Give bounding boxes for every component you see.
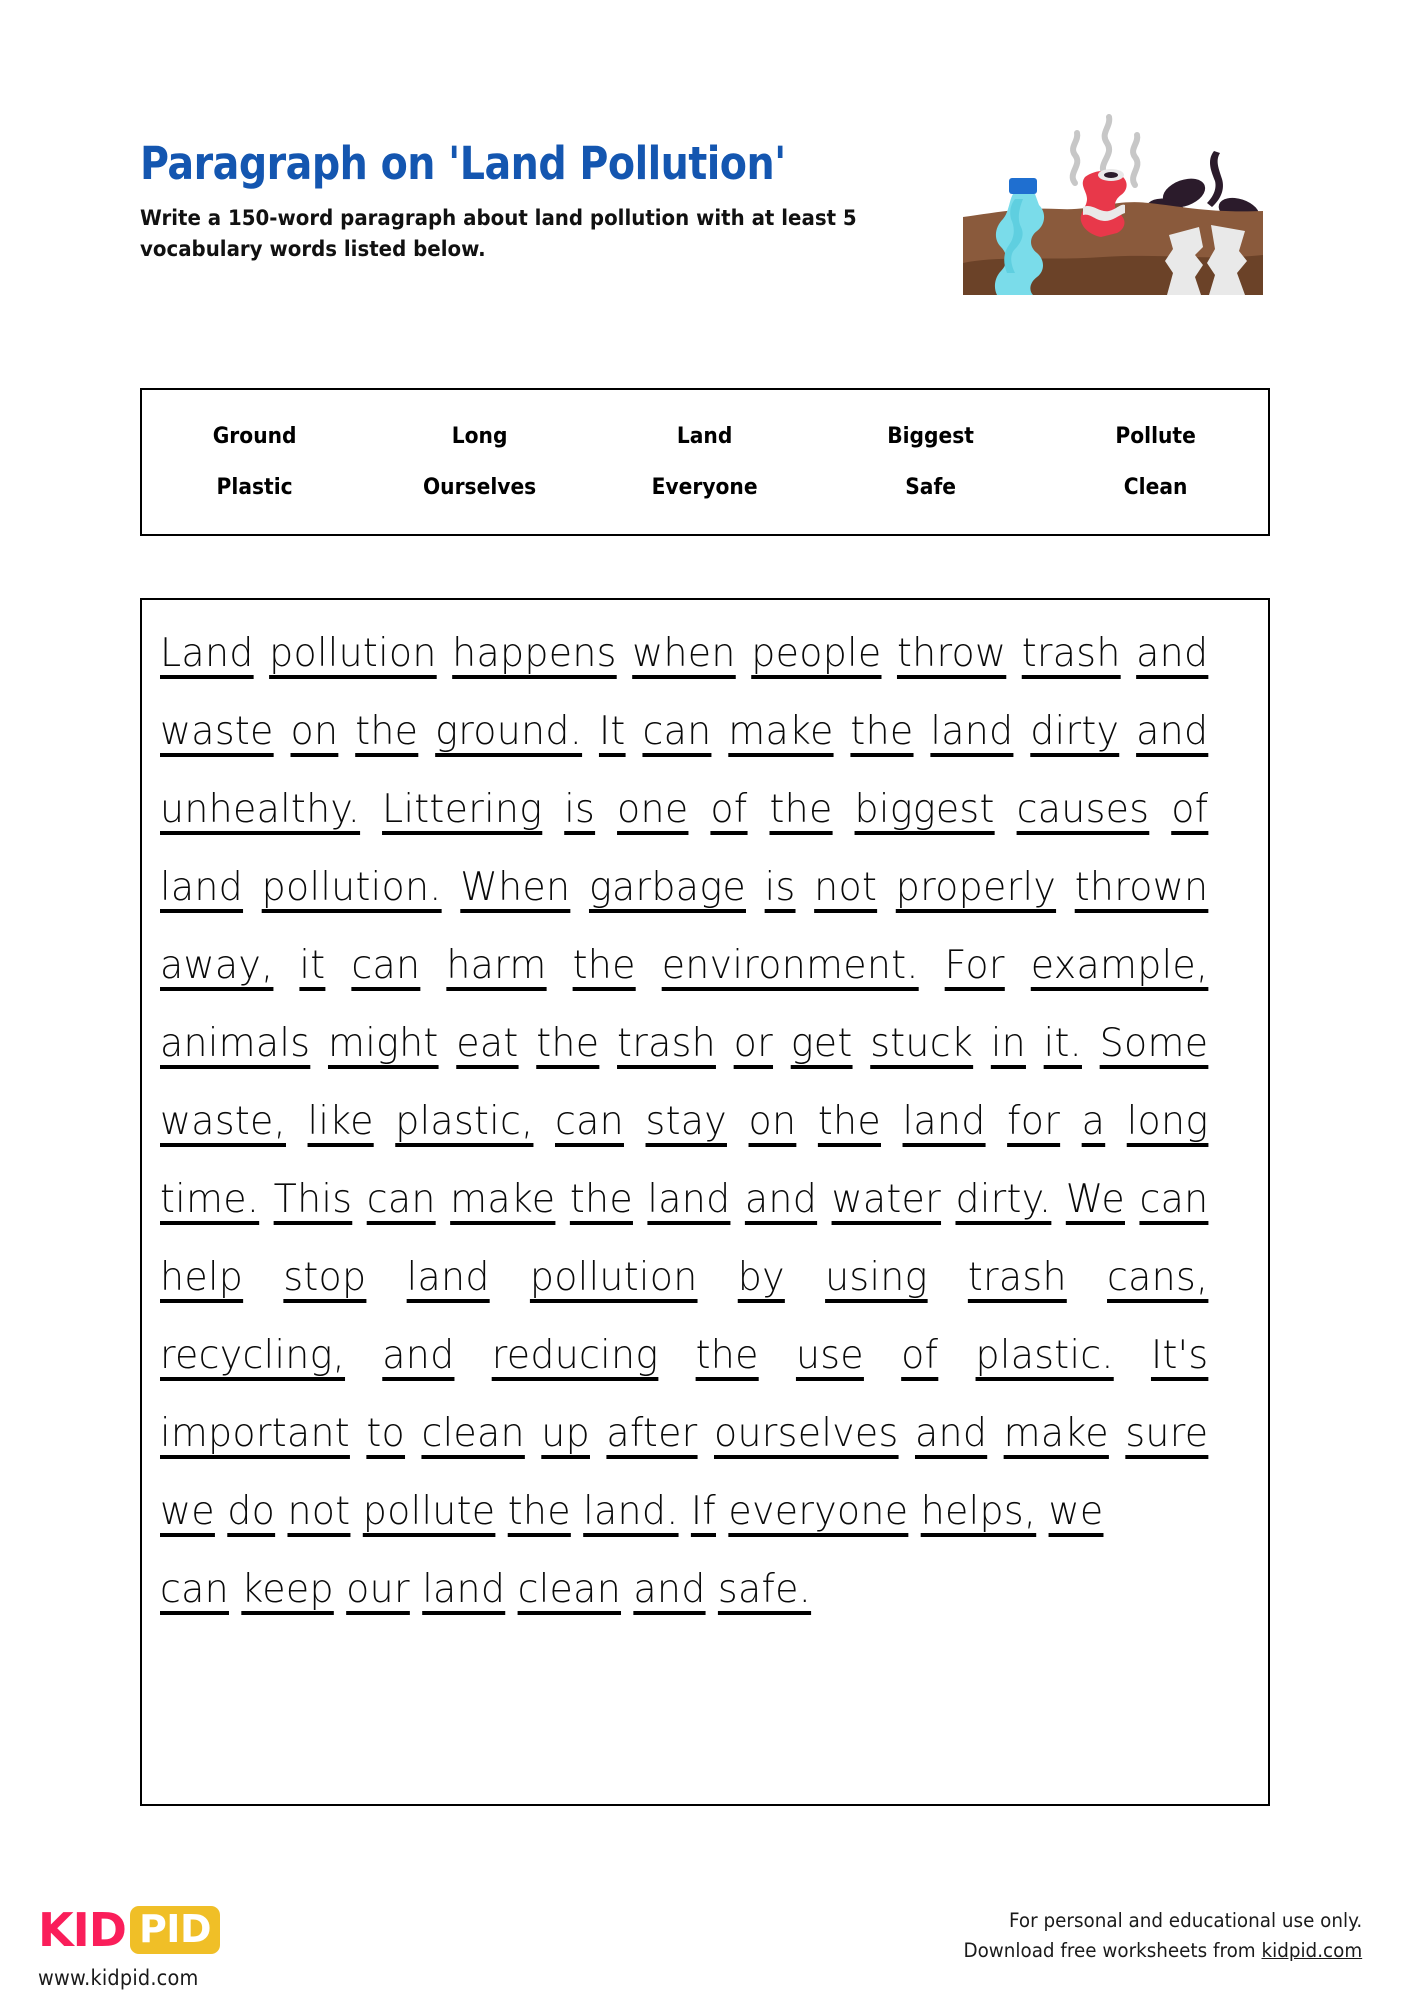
paragraph-word: the	[507, 1488, 571, 1534]
paragraph-word: properly	[895, 864, 1057, 910]
paragraph-last-line	[160, 1550, 1208, 1628]
vocabulary-word: Everyone	[652, 475, 758, 500]
paragraph-word: waste,	[160, 1098, 286, 1144]
paragraph-word: It's	[1150, 1332, 1209, 1378]
paragraph-word: pollute	[362, 1488, 496, 1534]
paragraph-word: the	[817, 1098, 881, 1144]
paragraph-word: when	[632, 630, 736, 676]
paragraph-word: sure	[1125, 1410, 1209, 1456]
paragraph-word: thrown	[1074, 864, 1209, 910]
paragraph-word: people	[751, 630, 882, 676]
paragraph-word: make	[728, 708, 834, 754]
paragraph-word: land	[160, 864, 244, 910]
paragraph-word: not	[814, 864, 878, 910]
paragraph-word: dirty.	[955, 1176, 1052, 1222]
paragraph-word: can	[160, 1566, 229, 1612]
paragraph-word: eat	[456, 1020, 519, 1066]
paragraph-word: pollution	[529, 1254, 698, 1300]
paragraph-word: to	[366, 1410, 406, 1456]
paragraph-word: can	[1139, 1176, 1209, 1222]
paragraph-word: harm	[446, 942, 547, 988]
paragraph-word: the	[695, 1332, 759, 1378]
kidpid-logo[interactable]	[38, 1900, 318, 1990]
paragraph-word: unhealthy.	[160, 786, 361, 832]
paragraph-word: is	[764, 864, 796, 910]
paragraph-word: do	[227, 1488, 276, 1534]
paragraph-word: everyone	[728, 1488, 909, 1534]
paragraph-word: pollution	[269, 630, 437, 676]
vocabulary-word: Ground	[212, 424, 297, 449]
paragraph-word: our	[346, 1566, 410, 1612]
vocabulary-word: Biggest	[886, 424, 974, 449]
paragraph-word: on	[748, 1098, 797, 1144]
paragraph-word: and	[633, 1566, 706, 1612]
paragraph-word: make	[1003, 1410, 1109, 1456]
paragraph-word: causes	[1016, 786, 1150, 832]
vocabulary-word: Plastic	[216, 475, 293, 500]
paragraph-word: biggest	[854, 786, 995, 832]
paragraph-word: land.	[583, 1488, 679, 1534]
paragraph-word: and	[382, 1332, 455, 1378]
paragraph-word: safe.	[717, 1566, 812, 1612]
paragraph-word: clean	[517, 1566, 622, 1612]
paragraph-word: helps,	[920, 1488, 1037, 1534]
paragraph-word: ground.	[435, 708, 583, 754]
paragraph-word: on	[290, 708, 339, 754]
paragraph-word: up	[541, 1410, 590, 1456]
paragraph-word: recycling,	[160, 1332, 346, 1378]
paragraph-word: like	[307, 1098, 374, 1144]
handwritten-paragraph	[160, 614, 1208, 1628]
paragraph-word: of	[710, 786, 748, 832]
vocabulary-word: Clean	[1123, 475, 1188, 500]
vocabulary-row	[142, 424, 1268, 449]
vocabulary-word: Safe	[904, 475, 956, 500]
paragraph-word: not	[287, 1488, 351, 1534]
paragraph-word: It	[598, 708, 626, 754]
paragraph-word: and	[1136, 708, 1209, 754]
paragraph-word: or	[733, 1020, 774, 1066]
paragraph-word: we	[160, 1488, 215, 1534]
paragraph-word: trash	[967, 1254, 1067, 1300]
vocabulary-word: Ourselves	[423, 475, 537, 500]
paragraph-word: get	[790, 1020, 853, 1066]
paragraph-word: use	[795, 1332, 864, 1378]
paragraph-word: waste	[160, 708, 274, 754]
paragraph-word: can	[642, 708, 712, 754]
paragraph-word: trash	[617, 1020, 716, 1066]
paragraph-word: happens	[452, 630, 617, 676]
paragraph-word: away,	[160, 942, 274, 988]
paragraph-word: might	[327, 1020, 439, 1066]
kidpid-website-url[interactable]: www.kidpid.com	[38, 1966, 199, 1990]
paragraph-word: time.	[160, 1176, 260, 1222]
paragraph-word: of	[1171, 786, 1209, 832]
logo-text-pid: PID	[138, 1907, 211, 1951]
vocabulary-row	[142, 475, 1268, 500]
logo-chip-pid	[130, 1906, 220, 1954]
paragraph-word: can	[351, 942, 421, 988]
kidpid-logo-mark	[38, 1900, 318, 1960]
paragraph-word: land	[422, 1566, 506, 1612]
paragraph-word: and	[744, 1176, 818, 1222]
paragraph-word: This	[273, 1176, 353, 1222]
paragraph-word: by	[737, 1254, 785, 1300]
paragraph-word: trash	[1021, 630, 1121, 676]
usage-note-line1: For personal and educational use only.	[1008, 1909, 1362, 1932]
paragraph-word: garbage	[588, 864, 746, 910]
paragraph-word: pollution.	[261, 864, 442, 910]
paragraph-word: the	[536, 1020, 600, 1066]
paragraph-word: can	[554, 1098, 624, 1144]
paragraph-word: reducing	[491, 1332, 659, 1378]
paragraph-word: cans,	[1107, 1254, 1209, 1300]
paragraph-word: land	[930, 708, 1014, 754]
paragraph-word: stuck	[870, 1020, 974, 1066]
paragraph-word: and	[914, 1410, 988, 1456]
paragraph-word: of	[901, 1332, 939, 1378]
paragraph-word: For	[944, 942, 1005, 988]
paragraph-word: we	[1048, 1488, 1104, 1534]
vocabulary-word-bank	[140, 388, 1270, 536]
page-title: Paragraph on 'Land Pollution'	[140, 137, 786, 190]
paragraph-word: help	[160, 1254, 244, 1300]
paragraph-word: example,	[1030, 942, 1209, 988]
paragraph-word: When	[460, 864, 571, 910]
paragraph-word: the	[355, 708, 419, 754]
paragraph-word: in	[990, 1020, 1026, 1066]
paragraph-word: the	[769, 786, 833, 832]
paragraph-word: animals	[160, 1020, 311, 1066]
paragraph-word: land	[406, 1254, 490, 1300]
paragraph-word: a	[1081, 1098, 1106, 1144]
paragraph-word: throw	[896, 630, 1007, 676]
paragraph-word: after	[606, 1410, 698, 1456]
paragraph-word: is	[564, 786, 596, 832]
paragraph-word: long	[1126, 1098, 1209, 1144]
paragraph-word: and	[1136, 630, 1209, 676]
paragraph-word: keep	[241, 1566, 334, 1612]
paragraph-word: one	[617, 786, 689, 832]
paragraph-word: stay	[645, 1098, 727, 1144]
logo-text-kid: KID	[38, 1903, 126, 1957]
paragraph-word: the	[569, 1176, 633, 1222]
kidpid-link[interactable]: kidpid.com	[1261, 1939, 1362, 1963]
paragraph-word: it.	[1043, 1020, 1082, 1066]
paragraph-word: for	[1007, 1098, 1061, 1144]
paragraph-word: If	[690, 1488, 717, 1534]
paragraph-word: water	[831, 1176, 942, 1222]
vocabulary-word: Long	[451, 424, 508, 449]
paragraph-word: important	[160, 1410, 350, 1456]
paragraph-word: land	[902, 1098, 986, 1144]
paragraph-word: using	[825, 1254, 928, 1300]
paragraph-word: make	[450, 1176, 556, 1222]
usage-note	[963, 1906, 1362, 1966]
worksheet-instructions: Write a 150-word paragraph about land pollution with at least 5 vocabulary words listed below.	[140, 206, 857, 263]
paragraph-word: plastic,	[395, 1098, 534, 1144]
paragraph-word: We	[1065, 1176, 1125, 1222]
paragraph-word: Littering	[382, 786, 543, 832]
paragraph-answer-box[interactable]	[140, 598, 1270, 1806]
paragraph-word: environment.	[661, 942, 919, 988]
paragraph-word: clean	[421, 1410, 525, 1456]
page-footer	[0, 1888, 1414, 2000]
paragraph-word: it	[299, 942, 326, 988]
paragraph-word: plastic.	[975, 1332, 1114, 1378]
paragraph-word: can	[366, 1176, 436, 1222]
paragraph-word: land	[647, 1176, 731, 1222]
vocabulary-word: Pollute	[1115, 424, 1196, 449]
paragraph-word: the	[572, 942, 636, 988]
paragraph-word: ourselves	[713, 1410, 899, 1456]
land-pollution-illustration	[963, 95, 1263, 295]
usage-note-line2	[963, 1936, 1362, 1966]
paragraph-word: Land	[160, 630, 254, 676]
worksheet-header	[140, 137, 950, 266]
paragraph-word: dirty	[1030, 708, 1120, 754]
paragraph-word: stop	[283, 1254, 367, 1300]
usage-note-prefix: Download free worksheets from	[963, 1939, 1262, 1963]
vocabulary-word: Land	[677, 424, 733, 449]
paragraph-word: the	[850, 708, 914, 754]
paragraph-word: Some	[1099, 1020, 1209, 1066]
